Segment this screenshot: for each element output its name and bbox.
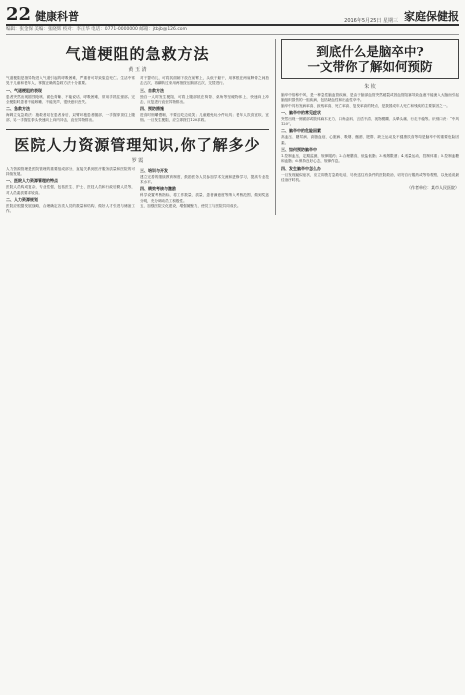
paragraph: 突然出现一侧面部或肢体麻木无力、口角歪斜、言语不清、视物模糊、头晕头痛、行走不稳等。识别口诀：“中风120”。 [281,116,459,127]
page-number: 22 [6,4,32,25]
right-column [275,39,459,215]
section-divider [6,129,269,130]
left-column [6,39,269,215]
subheading: 二、急救方法 [6,106,30,112]
paragraph: 患者突然出现剧烈呛咳、面色青紫、不能说话、呼吸困难，常用手抓住颈部。完全梗阻时患者不能咳嗽、不能发声，很快意识丧失。 [6,94,135,104]
editor-line: 编辑：张金保 美编：张晓辉 校对：李正华 电话：0771-0000000 邮箱：jtbjb@126.com [6,26,459,35]
paragraph: 建立完善的继续教育制度，鼓励医务人员参加学术交流和进修学习，提高专业技术水平。 [140,174,269,185]
paragraph: 脑卒中具有发病率高、致残率高、死亡率高、复发率高的特点，是我国成年人死亡和残疾的主要原因之一。 [281,103,450,108]
subheading: 三、培训与开发 [140,167,168,173]
article-title: 医院人力资源管理知识,你了解多少 [14,135,261,154]
paragraph: 脑卒中俗称中风，是一种急性脑血管疾病，是由于脑部血管突然破裂或因血管阻塞导致血液不能流入大脑而引起脑组织损伤的一组疾病，包括缺血性和出血性卒中。 [281,93,459,103]
paragraph: 医院应根据发展战略，合理确定各类人员的数量和结构，做好人才引进与储备工作。 [6,203,135,214]
paragraph: 医院人员构成复杂，专业性强，包括医生、护士、医技人员和行政后勤人员等，对人员素质要求较高。 [6,185,135,195]
paragraph: 五、加强医院文化建设，增强凝聚力，使员工与医院共同成长。 [140,203,241,208]
article-title: 气道梗阻的急救方法 [65,45,210,63]
article-byline: 罗 霞 [131,157,144,164]
article-title-line1: 到底什么是脑卒中? [316,44,424,59]
paragraph: 对于婴幼儿，可将其面朝下放在前臂上，头低于躯干，用掌根在两肩胛骨之间拍击五次，再翻转过来用两指按压胸部五次，交替进行。 [140,76,269,86]
paragraph: 科学设置考核指标，将工作数量、质量、患者满意度等纳入考核范围，做到奖惩分明，充分调动员工积极性。 [140,193,269,203]
subheading: 一、气道梗阻的表现 [6,87,42,93]
subheading: 四、预防措施 [140,106,164,112]
subheading: 三、如何预防脑卒中 [281,147,317,153]
article-byline: 朱 钦 [364,84,376,90]
article-airway [6,43,269,124]
section-name: 健康科普 [35,10,80,23]
paragraph: 进食时细嚼慢咽，不要边吃边说笑；儿童避免玩小件玩具；老年人饮食宜软、宜细。一旦发生梗阻，应立即拨打120求救。 [140,113,269,123]
author-affiliation: （作者单位：某市人民医院） [407,185,459,191]
subheading: 一、医院人力资源管理的特点 [6,178,58,184]
paragraph: 气道梗阻是指异物进入气道引起的呼吸困难，严重者可导致窒息死亡。生活中常见于儿童和老年人，掌握正确的急救方法十分重要。 [6,76,135,86]
paragraph: 一旦发现疑似症状，应立即拨打急救电话，尽快送往有条件的医院救治，切勿自行服药或等待观察，以免延误最佳治疗时机。 [281,172,459,182]
subheading: 四、发生脑卒中怎么办 [281,165,321,171]
article-column [140,167,269,215]
newspaper-name: 家庭保健报 [404,10,459,23]
masthead [6,4,459,26]
article-column [140,76,269,124]
subheading: 二、人力资源规划 [6,196,38,202]
paragraph: 1.控制血压，定期监测，规律服药；2.合理膳食，低盐低脂；3.戒烟限酒；4.适量运动，控制体重；5.控制血糖和血脂；6.保持良好心态，规律作息。 [281,154,459,164]
article-title-line2: 一文带你了解如何预防 [307,59,433,74]
paragraph: 高血压、糖尿病、高脂血症、心脏病、吸烟、酗酒、肥胖、缺乏运动及不健康饮食等均是脑卒中的重要危险因素。 [281,135,459,145]
paragraph: 人力资源管理是医院管理的重要组成部分，直接关系到医疗服务质量和医院的可持续发展。 [6,166,135,177]
subheading: 四、绩效考核与激励 [140,186,176,192]
subheading: 一、脑卒中的常见症状 [281,109,321,115]
article-column [6,167,135,215]
article-column [6,76,135,124]
article-hr [6,134,269,215]
subheading: 二、脑卒中的危险因素 [281,128,321,134]
article-title-box [281,39,459,79]
issue-date: 2016年5月25日 星期三 [344,18,398,24]
article-byline: 黄 玉 清 [128,67,147,73]
paragraph: 海姆立克急救法：施救者站在患者身后，双臂环抱患者腰部，一手握拳顶住上腹部，另一手握住拳头快速向上向内冲击，直至异物排出。 [6,113,135,123]
subheading: 三、自救方法 [140,87,164,93]
paragraph: 独自一人时发生梗阻，可将上腹部抵在椅背、桌角等坚硬物体上，快速向上冲击，反复进行直至异物排出。 [140,94,269,104]
